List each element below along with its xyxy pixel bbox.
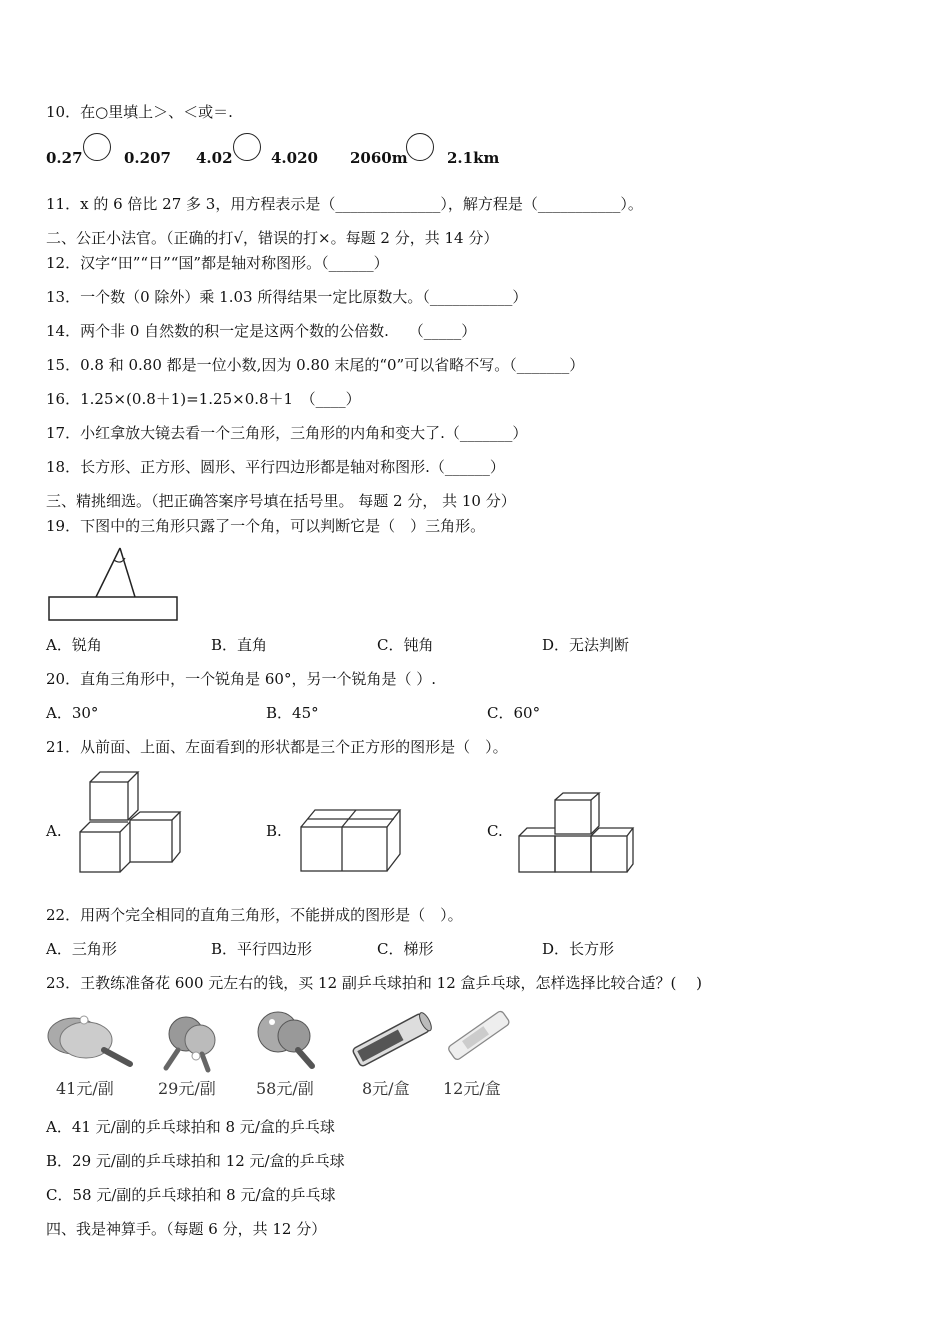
q23-option-c[interactable]: C．58 元/副的乒乓球拍和 8 元/盒的乒乓球 bbox=[46, 1186, 336, 1204]
q23-option-a[interactable]: A．41 元/副的乒乓球拍和 8 元/盒的乒乓球 bbox=[46, 1118, 335, 1136]
price-label-5: 12元/盒 bbox=[443, 1079, 501, 1098]
q10-item3-right: 2.1km bbox=[447, 149, 500, 167]
paddle-icon-2 bbox=[156, 1012, 226, 1072]
q20-option-a[interactable]: A．30° bbox=[46, 704, 99, 722]
q10-item3-left: 2060m bbox=[350, 149, 408, 167]
q14: 14．两个非 0 自然数的积一定是这两个数的公倍数. （_____） bbox=[46, 322, 477, 340]
paddle-icon-1 bbox=[46, 1008, 134, 1068]
ball-tube-icon-2 bbox=[440, 1006, 516, 1066]
q19-stem: 19．下图中的三角形只露了一个角，可以判断它是（ ）三角形。 bbox=[46, 517, 486, 535]
section3-heading: 三、精挑细选。（把正确答案序号填在括号里。 每题 2 分， 共 10 分） bbox=[46, 492, 516, 510]
q19-option-b[interactable]: B．直角 bbox=[211, 636, 268, 654]
q19-option-d[interactable]: D．无法判断 bbox=[542, 636, 630, 654]
q16: 16．1.25×(0.8＋1)=1.25×0.8＋1 （____） bbox=[46, 390, 361, 408]
q19-option-c[interactable]: C．钝角 bbox=[377, 636, 434, 654]
q20-option-b[interactable]: B．45° bbox=[266, 704, 319, 722]
q22-option-c[interactable]: C．梯形 bbox=[377, 940, 434, 958]
q23-stem: 23．王教练准备花 600 元左右的钱，买 12 副乒乓球拍和 12 盒乒乓球，怎样选择比较合适？( ) bbox=[46, 974, 702, 992]
cube-figure-c bbox=[517, 792, 635, 876]
cube-figure-a bbox=[78, 770, 184, 874]
q12: 12．汉字“田”“日”“国”都是轴对称图形。（______） bbox=[46, 254, 389, 272]
q20-option-c[interactable]: C．60° bbox=[487, 704, 541, 722]
price-label-2: 29元/副 bbox=[158, 1079, 216, 1098]
q11: 11．x 的 6 倍比 27 多 3，用方程表示是（______________），解方程是（___________）。 bbox=[46, 195, 643, 213]
compare-circle-1[interactable] bbox=[83, 133, 111, 161]
q21-option-a[interactable]: A. bbox=[46, 822, 62, 840]
ball-tube-icon-1 bbox=[346, 1010, 436, 1070]
q10-item2-left: 4.02 bbox=[196, 149, 233, 167]
compare-circle-2[interactable] bbox=[233, 133, 261, 161]
q23-option-b[interactable]: B．29 元/副的乒乓球拍和 12 元/盒的乒乓球 bbox=[46, 1152, 345, 1170]
price-label-4: 8元/盒 bbox=[362, 1079, 410, 1098]
q21-option-c[interactable]: C. bbox=[487, 822, 503, 840]
q20-stem: 20．直角三角形中，一个锐角是 60°，另一个锐角是（ ）. bbox=[46, 670, 436, 688]
q10-item1-left: 0.27 bbox=[46, 149, 83, 167]
q22-option-b[interactable]: B．平行四边形 bbox=[211, 940, 313, 958]
hidden-triangle-figure bbox=[48, 545, 180, 623]
paddle-icon-3 bbox=[252, 1010, 322, 1072]
q10-item2-right: 4.020 bbox=[271, 149, 318, 167]
price-label-1: 41元/副 bbox=[56, 1079, 114, 1098]
q18: 18．长方形、正方形、圆形、平行四边形都是轴对称图形.（______） bbox=[46, 458, 505, 476]
section4-heading: 四、我是神算手。（每题 6 分，共 12 分） bbox=[46, 1220, 327, 1238]
q15: 15．0.8 和 0.80 都是一位小数,因为 0.80 末尾的“0”可以省略不写。（_______） bbox=[46, 356, 585, 374]
q10-stem: 10．在○里填上＞、＜或＝. bbox=[46, 103, 233, 121]
price-label-3: 58元/副 bbox=[256, 1079, 314, 1098]
q22-stem: 22．用两个完全相同的直角三角形，不能拼成的图形是（ ）。 bbox=[46, 906, 463, 924]
section2-heading: 二、公正小法官。（正确的打√，错误的打×。每题 2 分，共 14 分） bbox=[46, 229, 499, 247]
cube-figure-b bbox=[298, 805, 404, 875]
q21-stem: 21．从前面、上面、左面看到的形状都是三个正方形的图形是（ ）。 bbox=[46, 738, 508, 756]
q21-option-b[interactable]: B. bbox=[266, 822, 282, 840]
q10-item1-right: 0.207 bbox=[124, 149, 171, 167]
q22-option-d[interactable]: D．长方形 bbox=[542, 940, 615, 958]
q17: 17．小红拿放大镜去看一个三角形，三角形的内角和变大了.（_______） bbox=[46, 424, 528, 442]
q13: 13．一个数（0 除外）乘 1.03 所得结果一定比原数大。（___________） bbox=[46, 288, 528, 306]
q19-option-a[interactable]: A．锐角 bbox=[46, 636, 102, 654]
compare-circle-3[interactable] bbox=[406, 133, 434, 161]
q22-option-a[interactable]: A．三角形 bbox=[46, 940, 117, 958]
